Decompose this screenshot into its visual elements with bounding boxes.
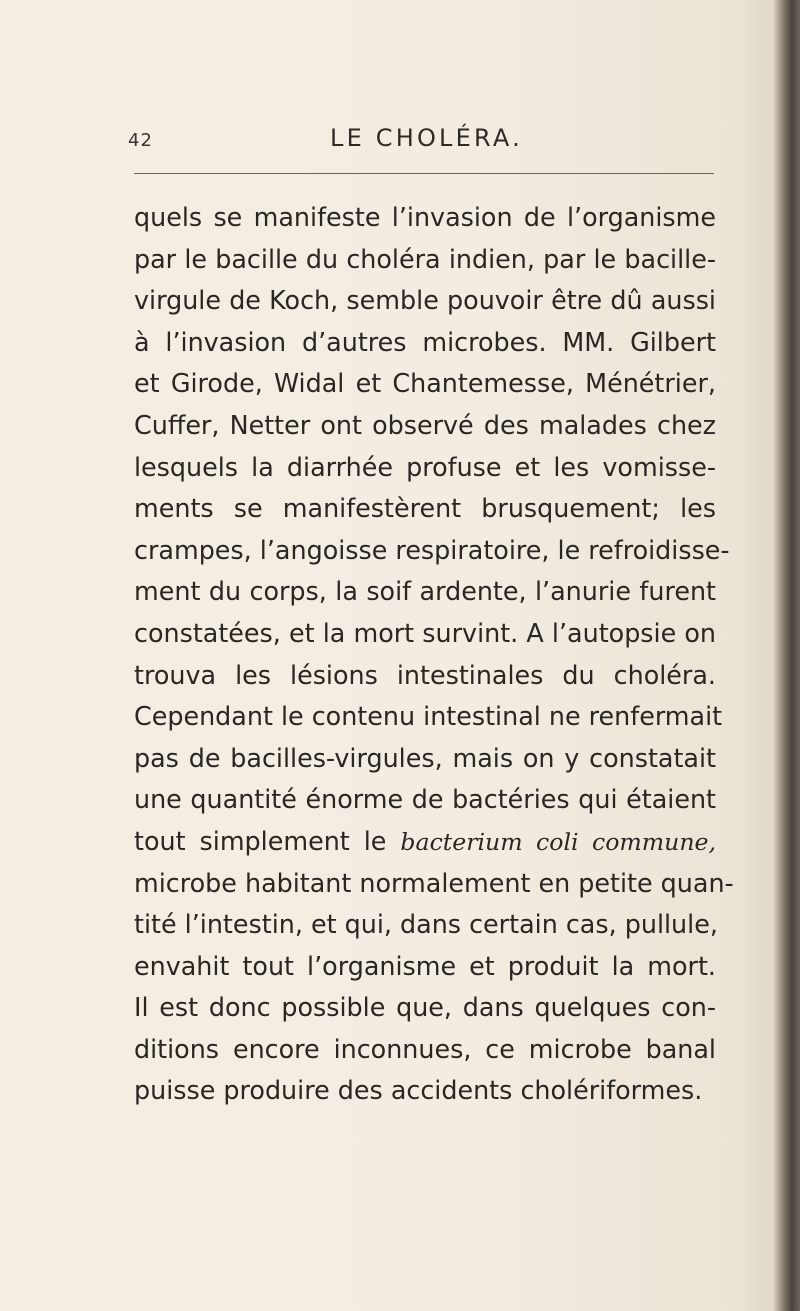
text-line: Cependant le contenu intestinal ne renfermait [134,701,723,732]
header-rule [134,173,714,174]
text-line: ments se manifestèrent brusquement; les [134,493,716,524]
text-line: une quantité énorme de bactéries qui étaient [134,784,716,815]
text-line: tité l’intestin, et qui, dans certain cas, pullule, [134,909,718,940]
text-line: Il est donc possible que, dans quelques con- [134,992,716,1023]
text-line: constatées, et la mort survint. A l’autopsie on [134,617,716,648]
text-line: Cuffer, Netter ont observé des malades chez [134,409,716,440]
text-line: ditions encore inconnues, ce microbe banal [134,1033,716,1064]
text-line: lesquels la diarrhée profuse et les vomisse- [134,451,716,482]
text-line: pas de bacilles-virgules, mais on y constatait [134,742,716,773]
text-line: virgule de Koch, semble pouvoir être dû aussi [134,285,716,316]
text-line: trouva les lésions intestinales du choléra. [134,659,716,690]
running-title: LE CHOLÉRA. [330,124,523,152]
text-line: crampes, l’angoisse respiratoire, le refroidisse- [134,534,730,565]
text-line: quels se manifeste l’invasion de l’organisme [134,202,716,232]
body-paragraph [134,197,734,1112]
italic-species-name: bacterium coli commune, [400,827,716,856]
book-spine-shadow [774,0,800,1311]
text-line-last: puisse produire des accidents cholériformes. [134,1075,703,1106]
text-run: tout simplement le [134,825,401,856]
text-line: microbe habitant normalement en petite quan- [134,867,734,898]
text-line: envahit tout l’organisme et produit la mort. [134,950,716,981]
text-line: ment du corps, la soif ardente, l’anurie furent [134,576,716,607]
text-line: et Girode, Widal et Chantemesse, Ménétrier, [134,368,716,399]
text-line-with-italic [134,821,716,863]
page-number: 42 [128,130,153,151]
text-line: par le bacille du choléra indien, par le bacille- [134,243,716,274]
page-header [0,124,800,164]
text-line: à l’invasion d’autres microbes. MM. Gilbert [134,326,716,357]
